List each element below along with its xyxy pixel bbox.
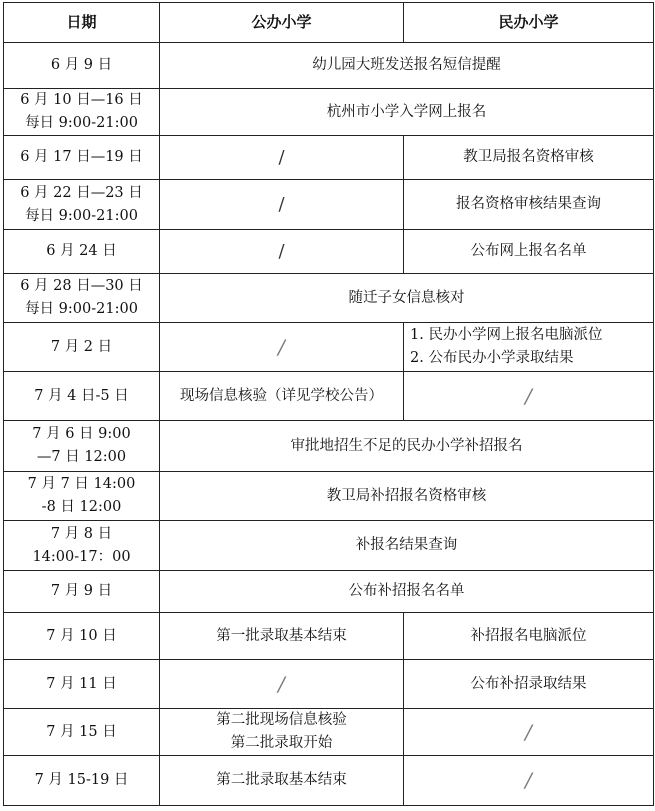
date-cell [4,180,160,230]
cell-line: 6 月 9 日 [50,57,113,73]
date-cell [4,709,160,756]
cell-line: 补报名结果查询 [355,537,458,553]
public-school-cell [160,230,404,274]
cell-line: 7 月 2 日 [50,338,113,355]
cell-line: / [278,334,285,359]
cell-line: 第二批现场信息核验 [216,712,347,728]
cell-line: 教卫局补招报名资格审核 [326,487,487,504]
public-school-cell [160,756,404,806]
cell-line: -8 日 12:00 [41,499,122,515]
cell-line: 杭州市小学入学网上报名 [326,103,487,120]
date-cell [4,613,160,660]
cell-line: 公布网上报名名单 [470,243,587,259]
date-cell [4,43,160,89]
cell-line: 第二批录取基本结束 [216,772,347,788]
cell-line: —7 日 12:00 [36,449,127,465]
date-cell [4,660,160,709]
private-school-cell [404,136,654,180]
cell-line: / [525,383,532,408]
public-school-cell [160,660,404,709]
cell-line: 幼儿园大班发送报名短信提醒 [312,57,501,73]
date-cell [4,89,160,136]
public-school-cell [160,613,404,660]
cell-line: 7 月 6 日 9:00 [32,426,131,442]
cell-line: 补招报名电脑派位 [470,627,587,644]
cell-line: 7 月 11 日 [46,675,117,692]
schedule-row [4,660,654,709]
schedule-row [4,421,654,472]
schedule-row [4,180,654,230]
schedule-row [4,613,654,660]
private-school-cell [404,660,654,709]
private-school-cell [404,709,654,756]
cell-line: 6 月 10 日—16 日 [20,92,143,108]
private-school-cell [404,613,654,660]
shared-event-cell [160,421,654,472]
cell-line: 教卫局报名资格审核 [463,149,594,165]
cell-line: 公布补招录取结果 [470,675,587,692]
shared-event-cell [160,521,654,571]
cell-line: 审批地招生不足的民办小学补招报名 [290,437,523,454]
cell-line: 第二批录取开始 [230,735,333,751]
cell-line: / [525,768,532,792]
header-private-school: 民办小学 [404,3,654,43]
cell-line: 公布补招报名名单 [348,583,465,599]
cell-line: 7 月 8 日 [50,525,113,542]
header-row [4,3,654,43]
cell-line: 6 月 24 日 [46,243,117,259]
cell-line: 每日 9:00-21:00 [25,207,138,224]
schedule-row [4,323,654,372]
cell-line: 现场信息核验（详见学校公告） [180,387,383,404]
schedule-row [4,136,654,180]
schedule-row [4,709,654,756]
date-cell [4,756,160,806]
cell-line: 随迁子女信息核对 [348,289,465,306]
public-school-cell [160,372,404,421]
cell-line: 每日 9:00-21:00 [25,301,138,317]
cell-line: 7 月 15-19 日 [34,772,129,788]
schedule-row [4,521,654,571]
cell-line: 每日 9:00-21:00 [25,115,138,131]
schedule-row [4,230,654,274]
schedule-row [4,43,654,89]
shared-event-cell [160,274,654,323]
cell-line: / [278,241,285,262]
date-cell [4,323,160,372]
cell-line: / [525,719,532,744]
private-school-cell [404,323,654,372]
schedule-row [4,372,654,421]
schedule-row [4,274,654,323]
public-school-cell [160,709,404,756]
shared-event-cell [160,472,654,521]
enrollment-schedule-table [3,2,654,806]
cell-line: / [278,147,285,168]
private-school-cell [404,180,654,230]
cell-line: 14:00-17：00 [32,548,131,565]
date-cell [4,472,160,521]
date-cell [4,274,160,323]
schedule-row [4,571,654,613]
header-public-school: 公办小学 [160,3,404,43]
cell-line: / [278,671,285,696]
date-cell [4,521,160,571]
schedule-row [4,89,654,136]
cell-line: 7 月 4 日-5 日 [34,387,129,404]
schedule-body [4,43,654,806]
private-school-cell [404,230,654,274]
private-school-cell [404,756,654,806]
public-school-cell [160,180,404,230]
public-school-cell [160,136,404,180]
cell-line: 6 月 17 日—19 日 [20,149,143,165]
cell-line: 1. 民办小学网上报名电脑派位 [410,327,603,343]
cell-line: 2. 公布民办小学录取结果 [410,350,574,366]
public-school-cell [160,323,404,372]
cell-line: 6 月 22 日—23 日 [20,184,143,201]
cell-line: 7 月 10 日 [46,627,117,644]
private-school-cell [404,372,654,421]
shared-event-cell [160,43,654,89]
cell-line: 第一批录取基本结束 [216,627,347,644]
date-cell [4,571,160,613]
shared-event-cell [160,571,654,613]
cell-line: 6 月 28 日—30 日 [20,278,143,294]
date-cell [4,230,160,274]
cell-line: / [278,194,285,215]
date-cell [4,372,160,421]
date-cell [4,421,160,472]
cell-line: 报名资格审核结果查询 [456,196,601,212]
date-cell [4,136,160,180]
shared-event-cell [160,89,654,136]
cell-line: 7 月 15 日 [46,723,117,740]
schedule-row [4,472,654,521]
cell-line: 7 月 7 日 14:00 [27,476,136,492]
schedule-row [4,756,654,806]
cell-line: 7 月 9 日 [50,583,113,599]
header-date: 日期 [4,3,160,43]
